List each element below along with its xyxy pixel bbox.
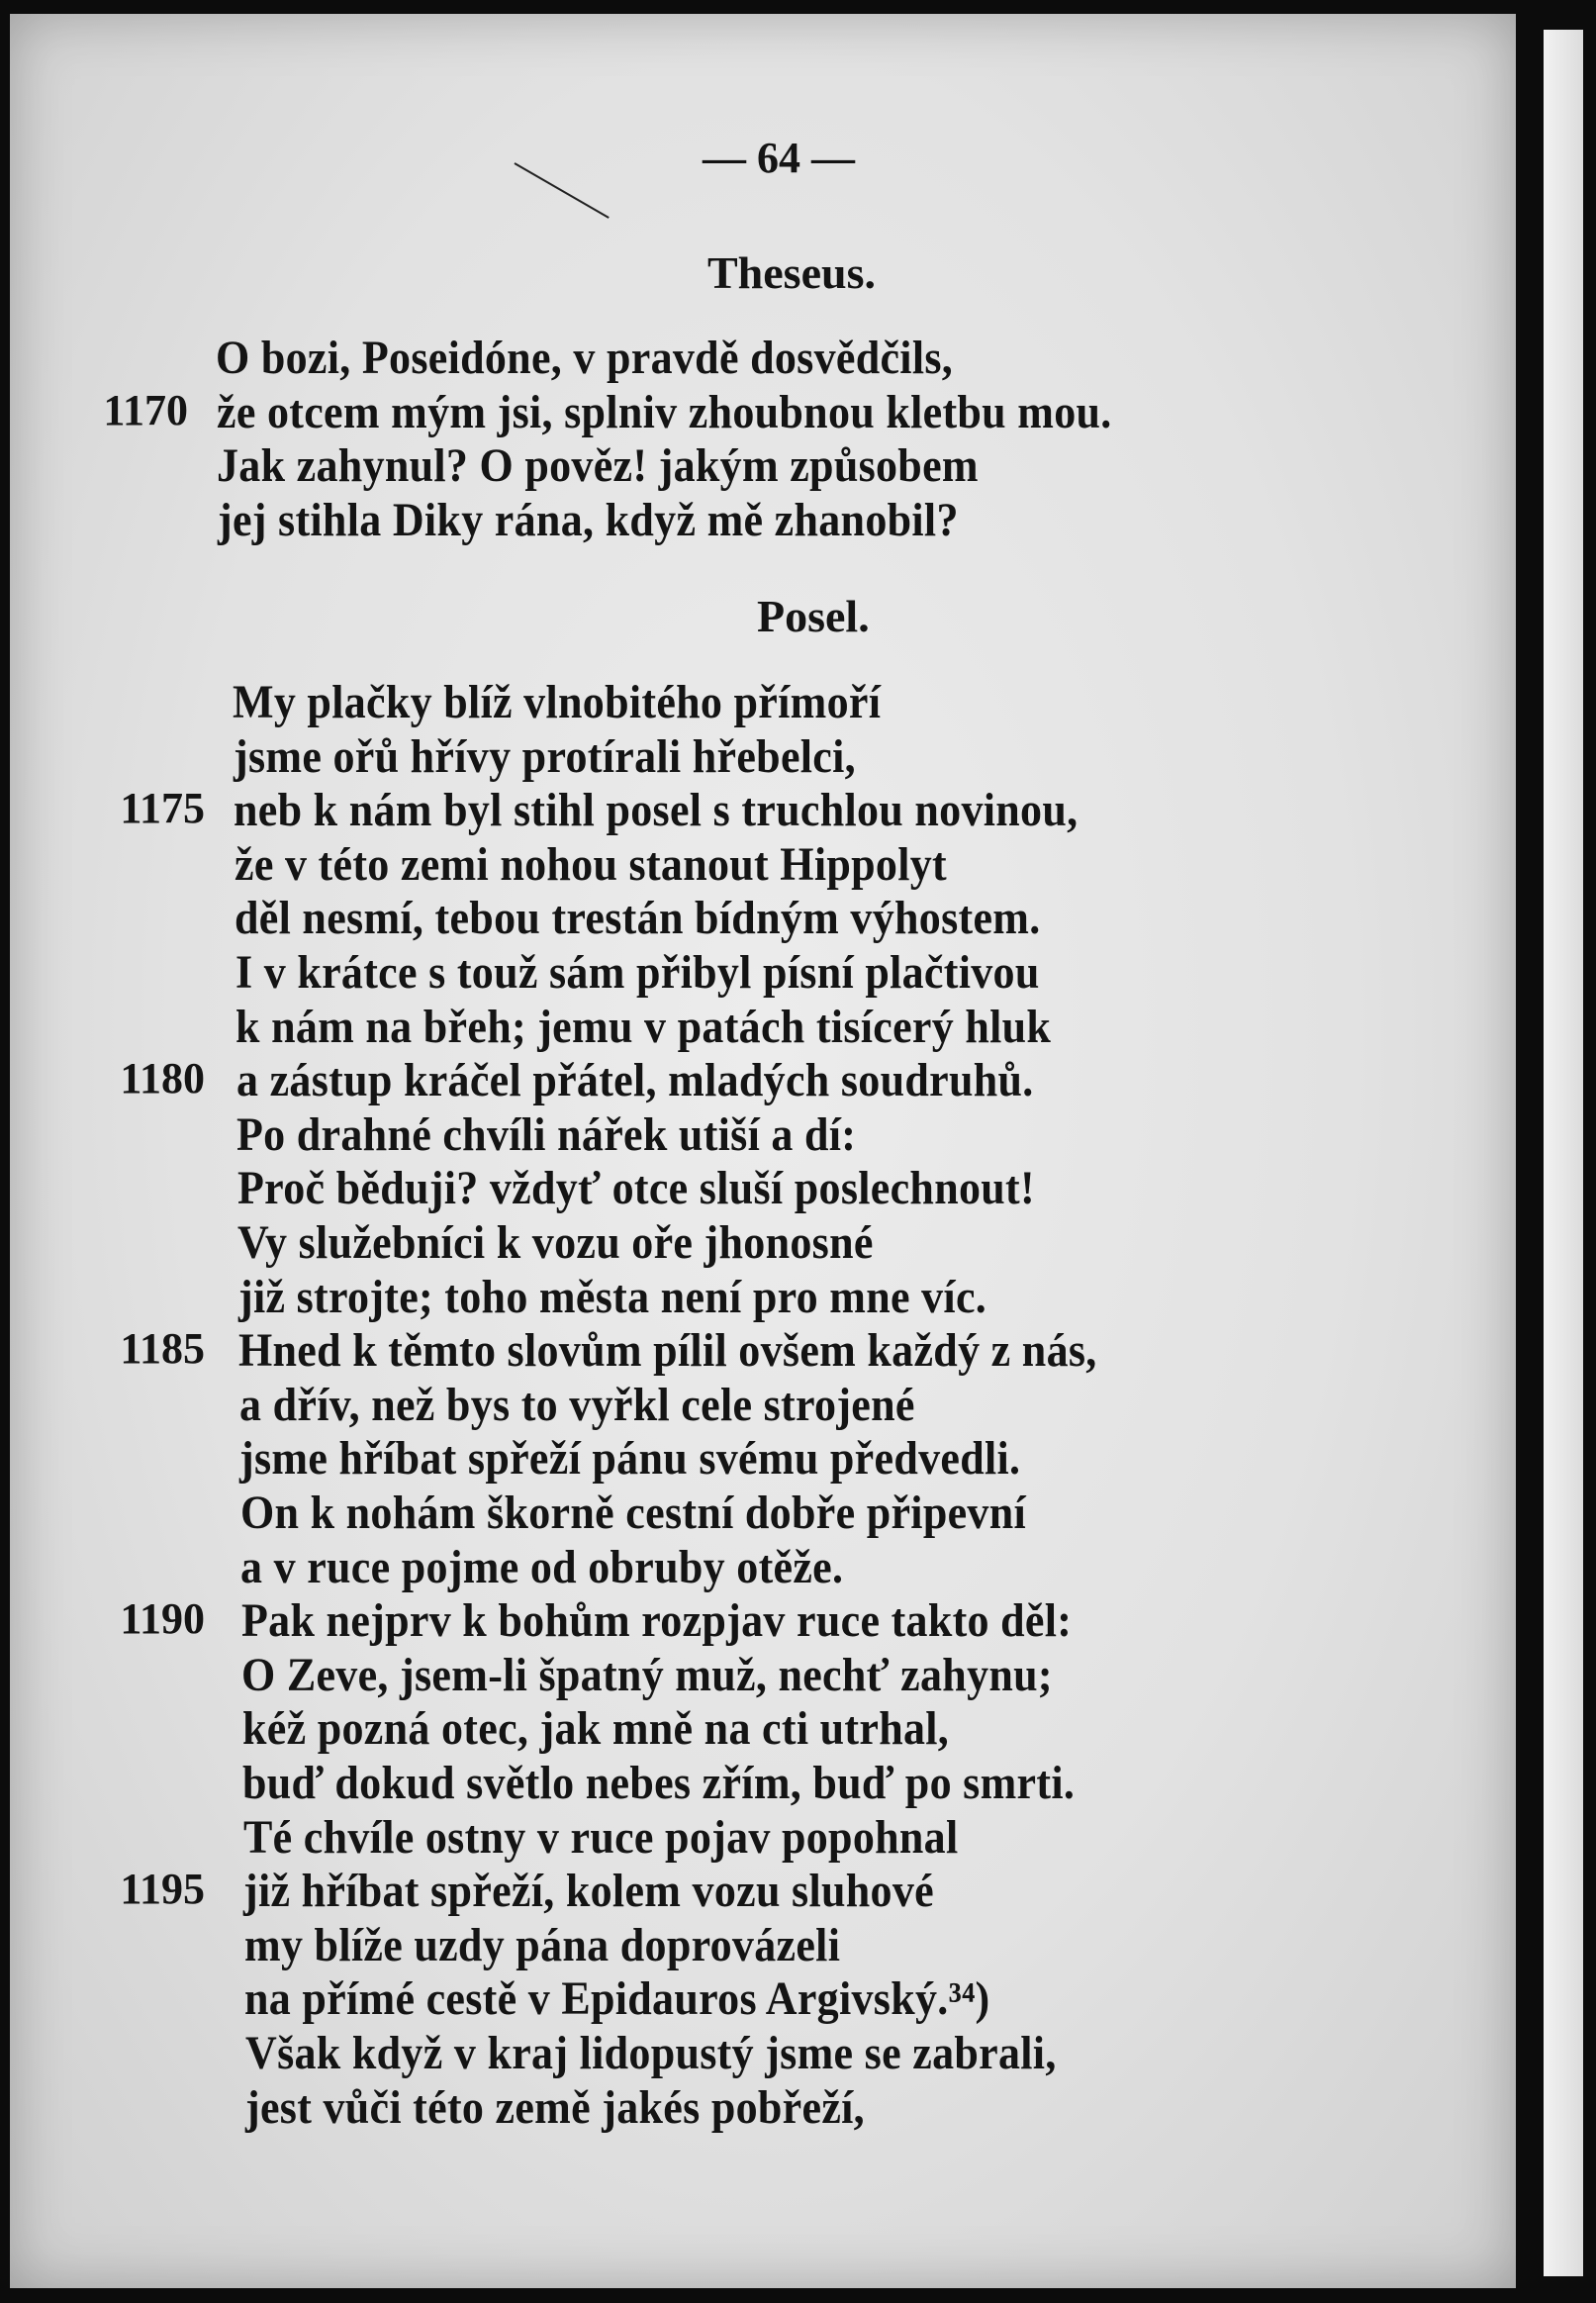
verse-text: Po drahné chvíli nářek utiší a dí: — [236, 1108, 857, 1161]
ink-mark — [515, 162, 610, 219]
verse-text: že v této zemi nohou stanout Hippolyt — [235, 838, 947, 891]
verse-text: buď dokud světlo nebes zřím, buď po smrti. — [242, 1757, 1076, 1809]
verse-text: jej stihla Diky rána, když mě zhanobil? — [218, 494, 959, 546]
verse-text: již hříbat spřeží, kolem vozu sluhové — [243, 1865, 934, 1917]
line-number: 1195 — [120, 1865, 205, 1913]
verse-text: a dřív, než bys to vyřkl cele strojené — [239, 1379, 915, 1431]
verse-text: a v ruce pojme od obruby otěže. — [240, 1541, 844, 1593]
book-page — [10, 14, 1516, 2288]
page-number: — 64 — — [703, 134, 855, 182]
verse-text: Však když v kraj lidopustý jsme se zabrali, — [245, 2027, 1057, 2079]
verse-text: neb k nám byl stihl posel s truchlou novinou, — [234, 784, 1079, 836]
verse-text: jsme ořů hřívy protírali hřebelci, — [234, 730, 856, 783]
verse-text: kéž pozná otec, jak mně na cti utrhal, — [242, 1702, 950, 1755]
verse-text: Proč běduji? vždyť otce sluší poslechnout! — [237, 1162, 1035, 1214]
verse-text: Hned k těmto slovům pílil ovšem každý z nás, — [238, 1324, 1097, 1377]
verse-text: jest vůči této země jakés pobřeží, — [245, 2081, 865, 2134]
verse-text: I v krátce s touž sám přibyl písní plačtivou — [235, 946, 1040, 999]
verse-text: Pak nejprv k bohům rozpjav ruce takto děl: — [241, 1594, 1073, 1647]
verse-text: On k nohám škorně cestní dobře připevní — [240, 1487, 1027, 1539]
verse-text: děl nesmí, tebou trestán bídným výhostem. — [235, 892, 1041, 944]
verse-text: jsme hříbat spřeží pánu svému předvedli. — [239, 1432, 1021, 1485]
verse-text: O bozi, Poseidóne, v pravdě dosvědčils, — [216, 332, 954, 384]
verse-text: že otcem mým jsi, splniv zhoubnou kletbu mou. — [217, 386, 1112, 438]
verse-text: již strojte; toho města není pro mne víc. — [238, 1271, 987, 1323]
verse-text: My plačky blíž vlnobitého přímoří — [233, 676, 882, 728]
line-number: 1170 — [103, 386, 188, 434]
speaker-posel: Posel. — [757, 591, 870, 641]
line-number: 1180 — [120, 1054, 205, 1103]
speaker-theseus: Theseus. — [707, 247, 876, 298]
verse-text: a zástup kráčel přátel, mladých soudruhů. — [236, 1054, 1034, 1106]
verse-text: Vy služebníci k vozu oře jhonosné — [237, 1216, 874, 1269]
verse-text: k nám na břeh; jemu v patách tisícerý hluk — [235, 1001, 1052, 1053]
adjacent-page-edge — [1544, 30, 1583, 2276]
line-number: 1175 — [120, 784, 205, 832]
line-number: 1190 — [120, 1594, 205, 1643]
verse-text: Jak zahynul? O pověz! jakým způsobem — [217, 439, 979, 492]
verse-text: O Zeve, jsem-li špatný muž, nechť zahynu; — [241, 1649, 1053, 1701]
verse-text: na přímé cestě v Epidauros Argivský.³⁴) — [244, 1972, 990, 2025]
line-number: 1185 — [120, 1324, 205, 1373]
verse-text: my blíže uzdy pána doprovázeli — [244, 1919, 841, 1971]
verse-text: Té chvíle ostny v ruce pojav popohnal — [243, 1811, 959, 1864]
